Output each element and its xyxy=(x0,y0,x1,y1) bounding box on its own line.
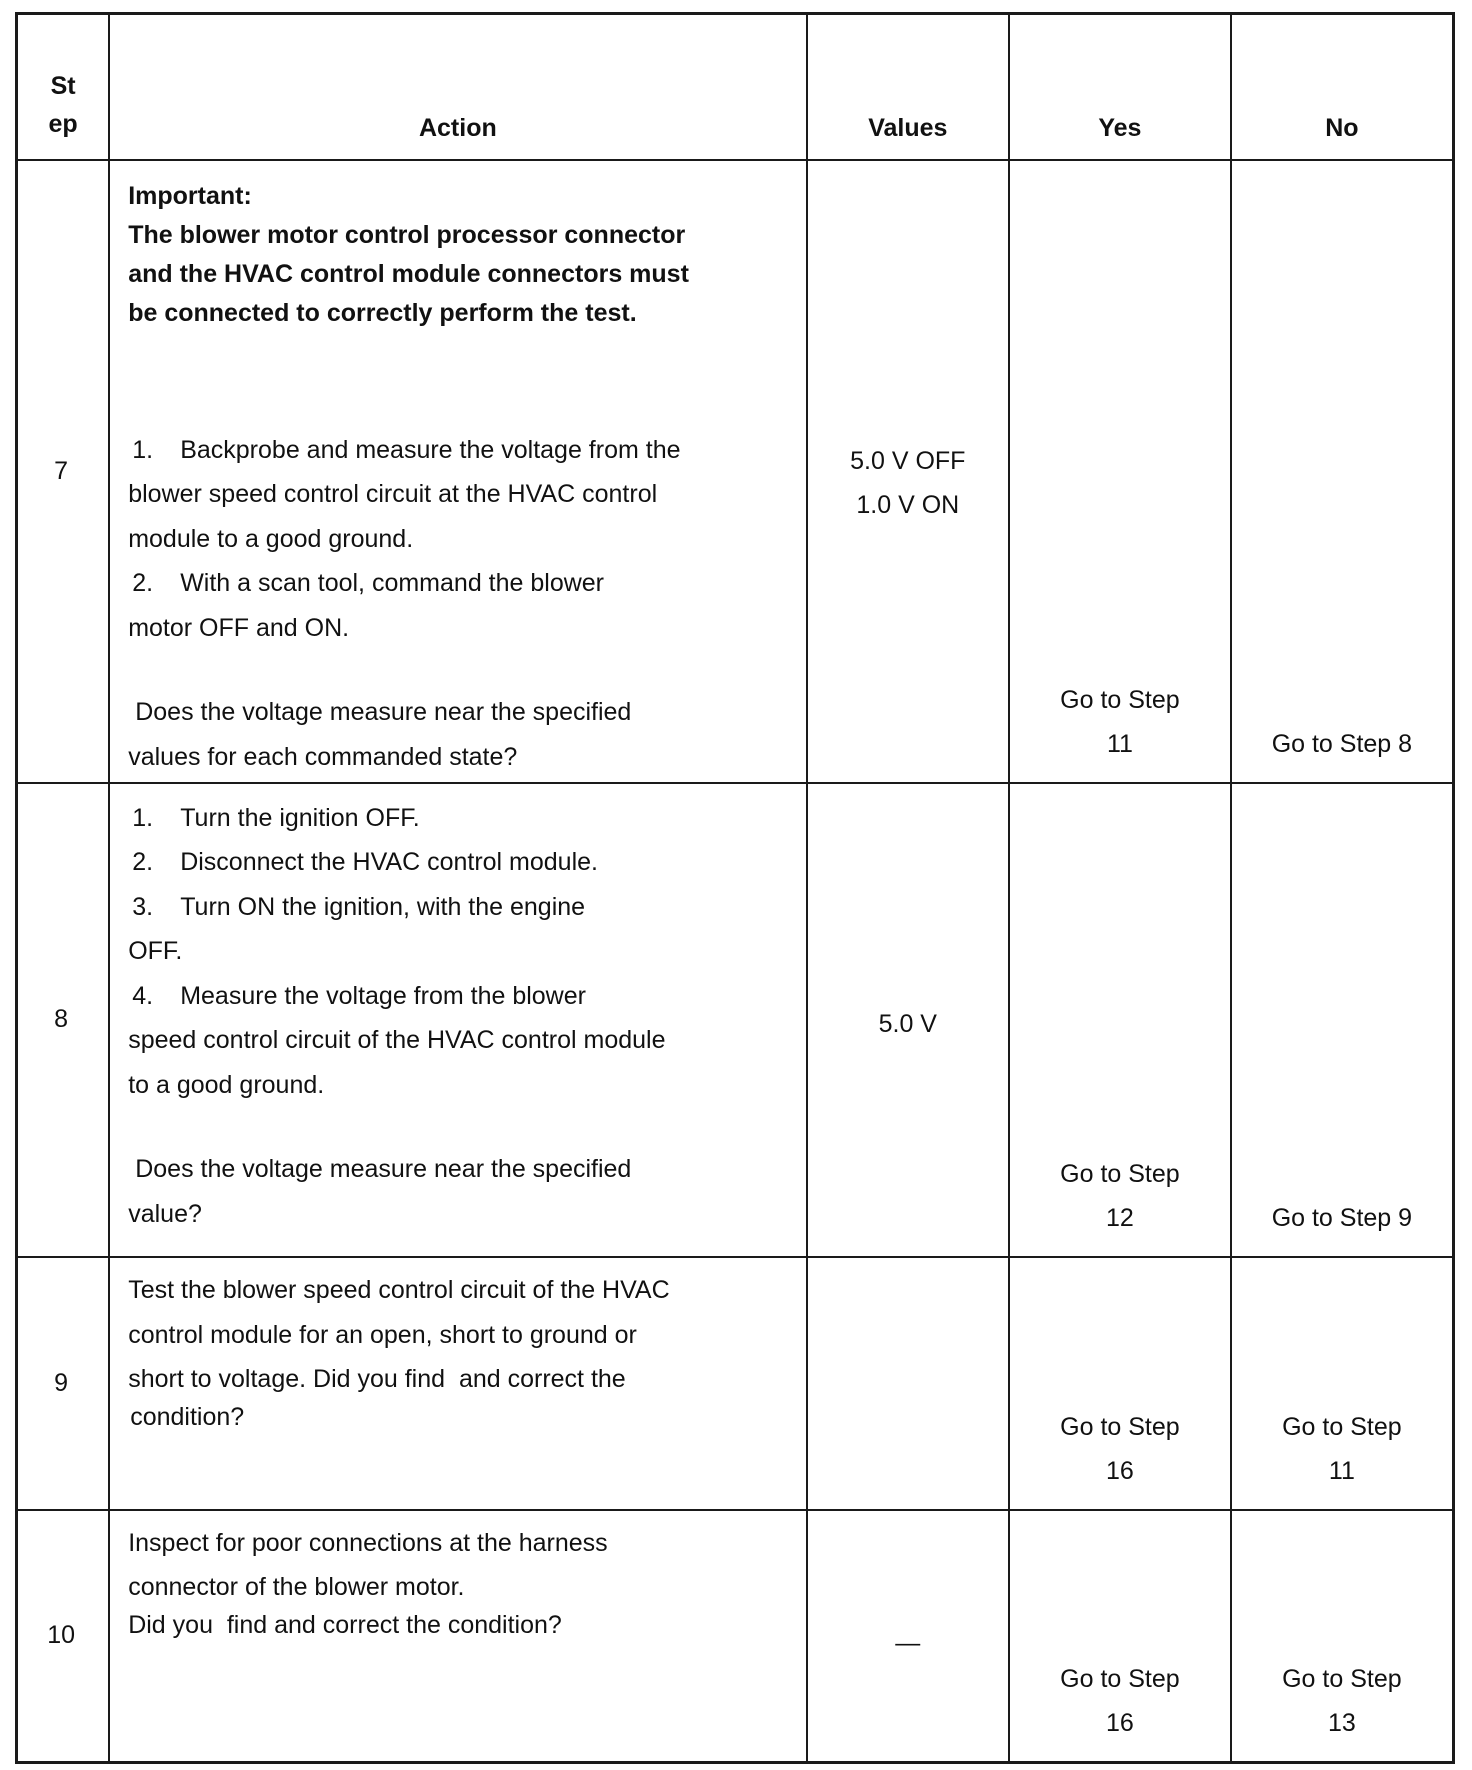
table-row-step-10 xyxy=(17,1510,1454,1763)
list-text: Backprobe and measure the voltage from the xyxy=(180,435,681,464)
important-note xyxy=(128,177,787,333)
no-step: 11 xyxy=(1328,1456,1355,1485)
list-text: speed control circuit of the HVAC control module xyxy=(128,1026,666,1055)
yes-cell xyxy=(1009,1510,1231,1763)
header-values: Values xyxy=(807,14,1010,160)
action-text: Test the blower speed control circuit of the HVAC xyxy=(128,1276,670,1305)
list-text: module to a good ground. xyxy=(128,524,414,553)
important-line: The blower motor control processor connector xyxy=(128,220,686,249)
no-cell xyxy=(1231,1510,1454,1763)
table-row-step-7 xyxy=(17,160,1454,783)
no-cell xyxy=(1231,160,1454,783)
yes-cell xyxy=(1009,783,1231,1257)
no-step: 13 xyxy=(1327,1709,1356,1737)
yes-cell xyxy=(1009,160,1231,783)
list-item xyxy=(128,840,787,885)
list-item xyxy=(128,561,787,650)
step-number-text: 10 xyxy=(47,1621,75,1650)
header-step xyxy=(17,14,110,160)
values-cell xyxy=(807,1510,1010,1763)
step-number xyxy=(17,160,110,783)
list-number: 2. xyxy=(132,848,154,877)
value-text: 1.0 V ON xyxy=(856,490,960,519)
question-text: value? xyxy=(128,1199,202,1228)
yes-step: 16 xyxy=(1106,1456,1134,1485)
action-text: Inspect for poor connections at the harness xyxy=(128,1528,608,1557)
step-number-text: 7 xyxy=(54,456,69,485)
action-cell xyxy=(109,1257,806,1510)
question-text: values for each commanded state? xyxy=(128,742,518,771)
table-row-step-8 xyxy=(17,783,1454,1257)
step-number xyxy=(17,783,110,1257)
diagnostic-table xyxy=(15,12,1455,1764)
values-cell xyxy=(807,1257,1010,1510)
step-number xyxy=(17,1257,110,1510)
question-text: Does the voltage measure near the specified xyxy=(135,1155,632,1184)
list-text: Measure the voltage from the blower xyxy=(180,981,586,1010)
important-line: and the HVAC control module connectors must xyxy=(128,259,689,288)
list-item xyxy=(128,885,787,974)
yes-text: Go to Step xyxy=(1060,1412,1180,1441)
yes-text: Go to Step xyxy=(1060,685,1180,714)
yes-step: 12 xyxy=(1106,1204,1134,1233)
action-cell xyxy=(109,783,806,1257)
list-number: 1. xyxy=(132,435,154,464)
header-action: Action xyxy=(109,14,806,160)
list-item xyxy=(128,974,787,1108)
action-cell xyxy=(109,1510,806,1763)
list-text: With a scan tool, command the blower xyxy=(180,569,605,598)
action-cell xyxy=(109,160,806,783)
yes-text: Go to Step xyxy=(1060,1160,1180,1189)
action-text: connector of the blower motor. xyxy=(128,1573,465,1602)
step-number-text: 8 xyxy=(54,1005,69,1034)
action-text: Did you find and correct the condition? xyxy=(128,1610,562,1639)
list-number: 1. xyxy=(132,803,154,832)
yes-step: 16 xyxy=(1106,1709,1134,1737)
list-number: 3. xyxy=(132,892,154,921)
header-step-line2: ep xyxy=(48,109,78,138)
list-text: to a good ground. xyxy=(128,1070,325,1099)
list-text: OFF. xyxy=(128,937,183,966)
header-yes: Yes xyxy=(1009,14,1231,160)
important-label: Important: xyxy=(128,181,252,210)
value-text: 5.0 V xyxy=(878,1009,937,1038)
yes-cell xyxy=(1009,1257,1231,1510)
step-number-text: 9 xyxy=(54,1368,69,1397)
values-cell xyxy=(807,160,1010,783)
list-number: 2. xyxy=(132,569,154,598)
important-line: be connected to correctly perform the test. xyxy=(128,298,637,327)
list-text: motor OFF and ON. xyxy=(128,613,350,642)
list-text: Disconnect the HVAC control module. xyxy=(180,848,598,877)
no-text: Go to Step 9 xyxy=(1271,1204,1413,1233)
no-text: Go to Step xyxy=(1282,1665,1402,1693)
list-text: Turn ON the ignition, with the engine xyxy=(180,892,586,921)
value-text: 5.0 V OFF xyxy=(850,446,966,475)
header-row xyxy=(17,14,1454,160)
step-number xyxy=(17,1510,110,1763)
list-number: 4. xyxy=(132,981,154,1010)
table-row-step-9 xyxy=(17,1257,1454,1510)
header-step-line1: St xyxy=(50,71,76,100)
header-no: No xyxy=(1231,14,1454,160)
question-text: Does the voltage measure near the specified xyxy=(135,698,632,727)
value-text: — xyxy=(895,1628,921,1657)
question xyxy=(128,1147,787,1192)
no-text: Go to Step xyxy=(1282,1412,1402,1441)
list-item xyxy=(128,796,787,841)
list-item xyxy=(128,428,787,562)
yes-step: 11 xyxy=(1106,729,1133,758)
no-cell xyxy=(1231,783,1454,1257)
values-cell xyxy=(807,783,1010,1257)
no-text: Go to Step 8 xyxy=(1271,729,1413,758)
list-text: blower speed control circuit at the HVAC control xyxy=(128,480,658,509)
list-text: Turn the ignition OFF. xyxy=(180,803,420,832)
question xyxy=(128,690,787,735)
action-text: condition? xyxy=(130,1402,245,1431)
no-cell xyxy=(1231,1257,1454,1510)
action-text: control module for an open, short to ground or xyxy=(128,1320,637,1349)
action-text: short to voltage. Did you find and correct the xyxy=(128,1365,626,1394)
yes-text: Go to Step xyxy=(1060,1665,1180,1693)
